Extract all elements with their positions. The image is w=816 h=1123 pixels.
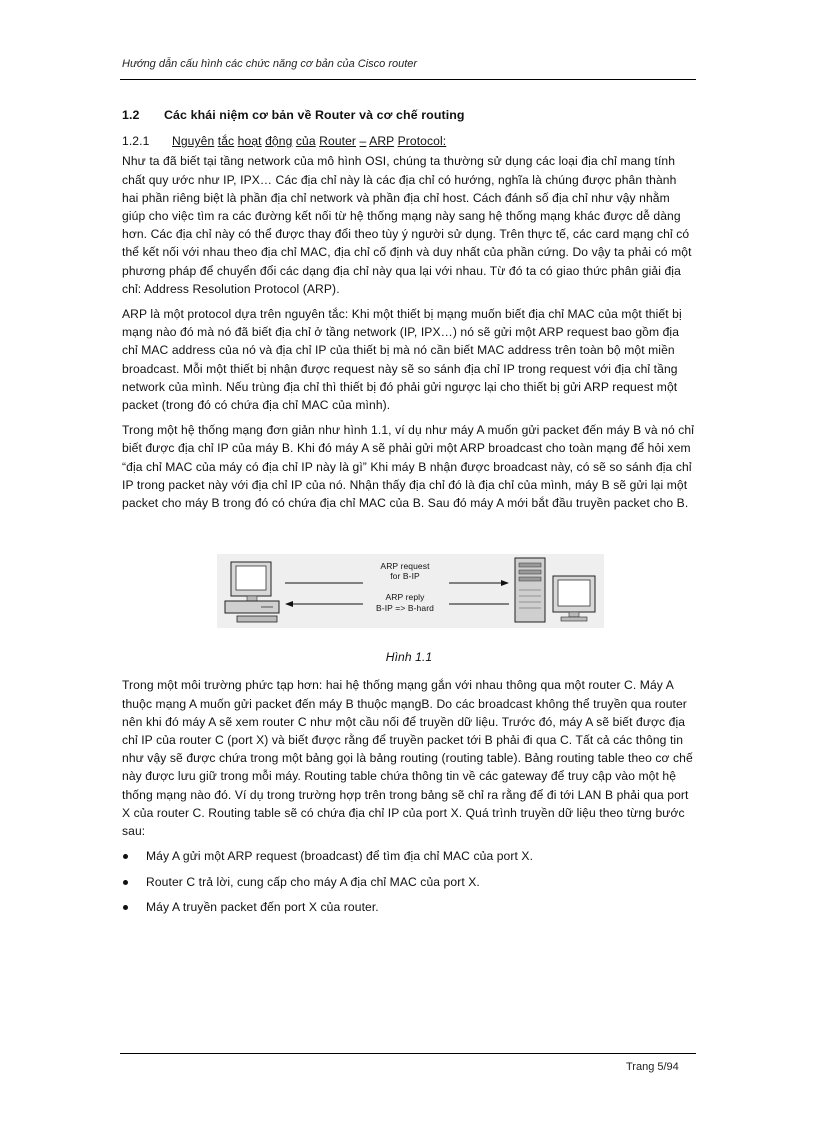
paragraph-simple-network-example: Trong một hệ thống mạng đơn giản như hình 1.1, ví dụ như máy A muốn gửi packet đến máy B và nó chỉ biết được địa chỉ IP của máy B. Khi đó máy A sẽ phải gửi một ARP broadcast cho toàn mạng để hỏi xem “địa chỉ MAC của máy có địa chỉ IP này là gì” Khi máy B nhận được broadcast này, có sẽ so sánh địa chỉ IP trong packet này với địa chỉ IP của nó. Nhận thấy địa chỉ đó là địa chỉ của mình, máy B sẽ gửi lại một packet cho máy B trong đó có chứa địa chỉ MAC của B. Sau đó máy A mới bắt đầu truyền packet cho B. [122,423,695,511]
arp-request-target-label: for B-IP [390,571,420,582]
arp-figure [217,554,604,628]
section-number: 1.2 [122,108,140,122]
subsection-heading [122,132,696,150]
subsection-title-word: ARP [369,134,395,149]
bullet-icon [123,854,128,859]
figure-container [122,554,696,628]
subsection-title-word: động [265,134,293,149]
section-title: Các khái niệm cơ bản về Router và cơ chế routing [164,108,465,122]
subsection-number: 1.2.1 [122,134,150,149]
figure-caption: Hình 1.1 [385,650,433,665]
section-heading [122,106,696,124]
list-item-text: Máy A truyền packet đến port X của router. [146,899,379,914]
paragraph-router-routing: Trong một môi trường phức tạp hơn: hai hệ thống mạng gắn với nhau thông qua một router C. Máy A thuộc mạng A muốn gửi packet đến máy B thuộc mạngB. Do các broadcast không thể truyền qua router nên khi đó máy A sẽ xem router C như một cầu nối để truyền dữ liệu. Trước đó, máy A sẽ biết được địa chỉ IP của router C (port X) và biết được rằng để truyền packet tới B phải đi qua C. Tất cả các thông tin như vậy sẽ được chứa trong một bảng gọi là bảng routing (routing table). Bảng routing table theo cơ chế này được lưu giữ trong mỗi máy. Routing table chứa thông tin về các gateway để truy cập vào một hệ thống mạng nào đó. Ví dụ trong trường hợp trên trong bảng sẽ chỉ ra rằng để đi tới LAN B phải qua port X của router C. Routing table sẽ có chứa địa chỉ IP của port X. Quá trình truyền dữ liệu theo từng bước sau: [122,678,693,839]
subsection-title-word: Protocol: [397,134,447,149]
subsection-title-word: tắc [217,134,235,149]
list-item [122,847,696,865]
list-item [122,873,696,891]
computer-a-icon [225,562,279,622]
page-content [122,106,696,923]
footer-divider [120,1053,696,1054]
process-steps-list [122,847,696,916]
list-item-text: Router C trả lời, cung cấp cho máy A địa chỉ MAC của port X. [146,874,480,889]
bullet-icon [123,880,128,885]
paragraph-osi-addressing: Như ta đã biết tại tầng network của mô hình OSI, chúng ta thường sử dụng các loại địa chỉ mang tính chất quy ước như IP, IPX… Các địa chỉ này là các địa chỉ có hướng, nghĩa là chúng được phân thành hai phần riêng biệt là phần địa chỉ network và phần địa chỉ host. Cách đánh số địa chỉ như vậy nhằm giúp cho việc tìm ra các đường kết nối từ hệ thống mạng này sang hệ thống mạng khác được dễ dàng hơn. Các địa chỉ này có thể được thay đổi theo tùy ý người sử dụng. Trên thực tế, các card mạng chỉ có thể kết nối với nhau theo địa chỉ MAC, địa chỉ cố định và duy nhất của phần cứng. Do vậy ta phải có một phương pháp để chuyển đổi các dạng địa chỉ này qua lại với nhau. Từ đó ta có giao thức phân giải địa chỉ: Address Resolution Protocol (ARP). [122,154,692,296]
paragraph-arp-principle: ARP là một protocol dựa trên nguyên tắc: Khi một thiết bị mạng muốn biết địa chỉ MAC của một thiết bị mạng nào đó mà nó đã biết địa chỉ ở tầng network (IP, IPX…) nó sẽ gửi một ARP request bao gồm địa chỉ MAC address của nó và địa chỉ IP của thiết bị mà nó cần biết MAC address trên toàn bộ một miền broadcast. Mỗi một thiết bị nhận được request này sẽ so sánh địa chỉ IP trong request với địa chỉ tầng network của mình. Nếu trùng địa chỉ thì thiết bị đó phải gửi ngược lại cho thiết bị gửi ARP request một packet (trong đó có chứa địa chỉ MAC của mình). [122,307,682,413]
arp-reply-label: ARP reply [385,592,425,603]
arp-request-label: ARP request [380,561,430,572]
subsection-title-word: hoạt [237,134,262,149]
subsection-title-word: – [359,134,367,149]
arp-reply-mapping-label: B-IP => B-hard [376,603,434,614]
list-item [122,898,696,916]
computer-b-tower-icon [515,558,545,622]
page-number: Trang 5/94 [626,1061,679,1073]
subsection-title-word: Nguyên [172,134,215,149]
subsection-title-word: của [295,134,316,149]
header-divider [120,79,696,80]
list-item-text: Máy A gửi một ARP request (broadcast) để tìm địa chỉ MAC của port X. [146,849,534,864]
subsection-title-word: Router [319,134,357,149]
bullet-icon [123,905,128,910]
page-header: Hướng dẫn cấu hình các chức năng cơ bản của Cisco router [122,58,418,70]
